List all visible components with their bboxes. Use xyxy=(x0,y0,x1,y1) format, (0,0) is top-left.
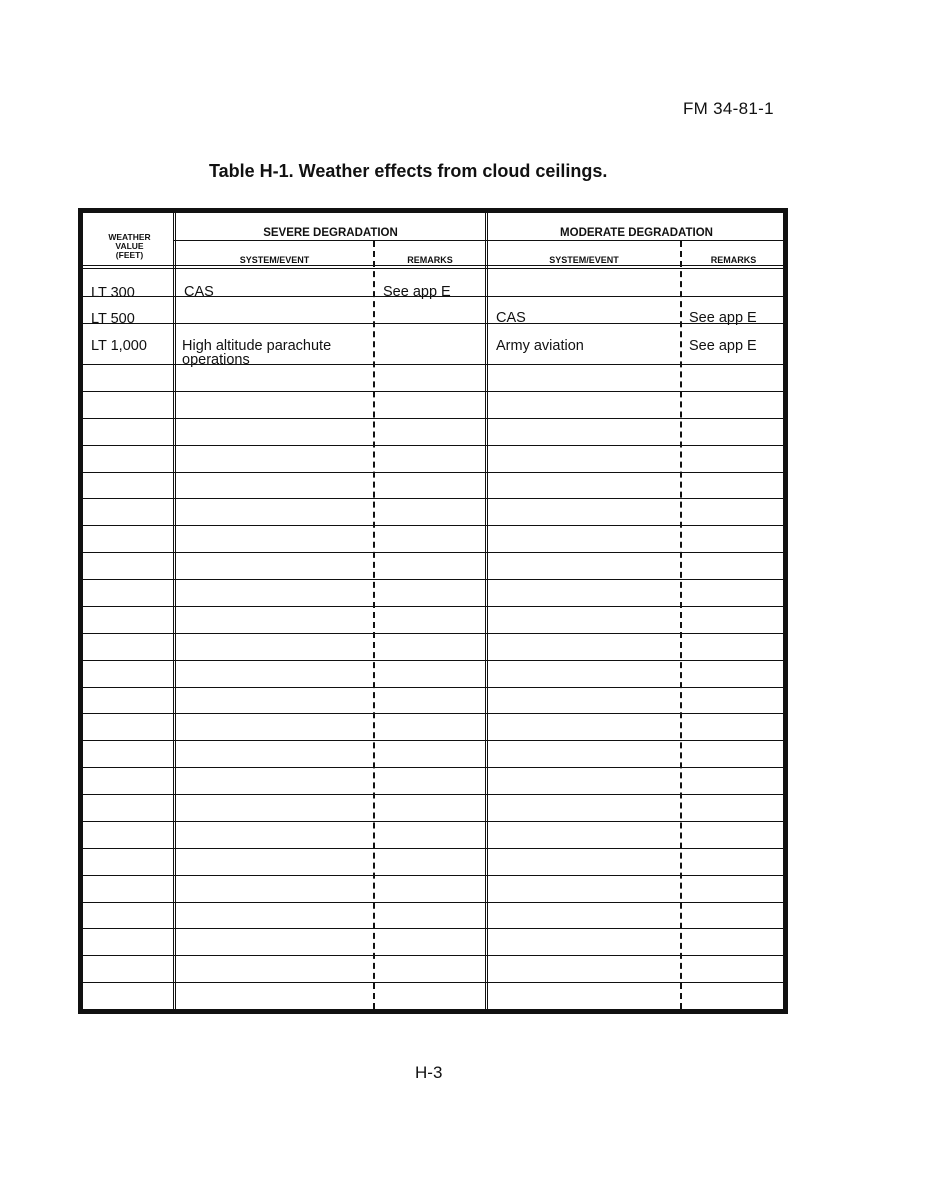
row-divider xyxy=(83,740,785,741)
row-divider xyxy=(83,498,785,499)
row-divider xyxy=(83,687,785,688)
row-divider xyxy=(83,552,785,553)
row-divider xyxy=(83,525,785,526)
row-divider xyxy=(83,364,785,365)
document-id: FM 34-81-1 xyxy=(683,99,774,118)
moderate-system-cell: CAS xyxy=(496,310,526,326)
row-divider xyxy=(83,982,785,983)
weather-effects-table xyxy=(78,208,788,1014)
header-rule xyxy=(83,265,785,269)
severe-remarks-header: REMARKS xyxy=(407,255,453,265)
row-divider xyxy=(83,606,785,607)
column-divider xyxy=(373,241,375,1009)
weather-value-cell: LT 500 xyxy=(91,311,135,327)
row-divider xyxy=(83,848,785,849)
row-divider xyxy=(83,445,785,446)
row-divider xyxy=(83,633,785,634)
severe-remarks-cell: See app E xyxy=(383,284,451,300)
column-divider xyxy=(173,213,176,1009)
moderate-remarks-cell: See app E xyxy=(689,310,757,326)
moderate-remarks-cell: See app E xyxy=(689,338,757,354)
moderate-degradation-header: MODERATE DEGRADATION xyxy=(560,227,713,239)
moderate-system-cell: Army aviation xyxy=(496,338,584,354)
row-divider xyxy=(83,875,785,876)
row-divider xyxy=(83,579,785,580)
row-divider xyxy=(83,928,785,929)
row-divider xyxy=(83,794,785,795)
severe-system-event-header: SYSTEM/EVENT xyxy=(239,255,310,265)
row-divider xyxy=(83,902,785,903)
column-divider xyxy=(680,241,682,1009)
row-divider xyxy=(83,660,785,661)
header-rule xyxy=(173,240,785,241)
row-divider xyxy=(83,713,785,714)
row-divider xyxy=(83,323,785,324)
row-divider xyxy=(83,472,785,473)
severe-degradation-header: SEVERE DEGRADATION xyxy=(263,227,398,239)
row-divider xyxy=(83,767,785,768)
weather-value-cell: LT 1,000 xyxy=(91,338,147,354)
severe-system-cell: High altitude parachute operations xyxy=(182,338,332,368)
table-title: Table H-1. Weather effects from cloud ceilings. xyxy=(209,161,608,181)
moderate-remarks-header: REMARKS xyxy=(710,255,757,265)
moderate-system-event-header: SYSTEM/EVENT xyxy=(549,255,619,265)
row-divider xyxy=(83,955,785,956)
row-divider xyxy=(83,296,785,297)
weather-value-header: WEATHER VALUE (FEET) xyxy=(108,232,151,260)
column-divider xyxy=(485,213,488,1009)
row-divider xyxy=(83,821,785,822)
page-number: H-3 xyxy=(415,1063,443,1082)
weather-value-cell: LT 300 xyxy=(91,285,135,301)
row-divider xyxy=(83,391,785,392)
row-divider xyxy=(83,418,785,419)
severe-system-cell: CAS xyxy=(184,284,214,300)
